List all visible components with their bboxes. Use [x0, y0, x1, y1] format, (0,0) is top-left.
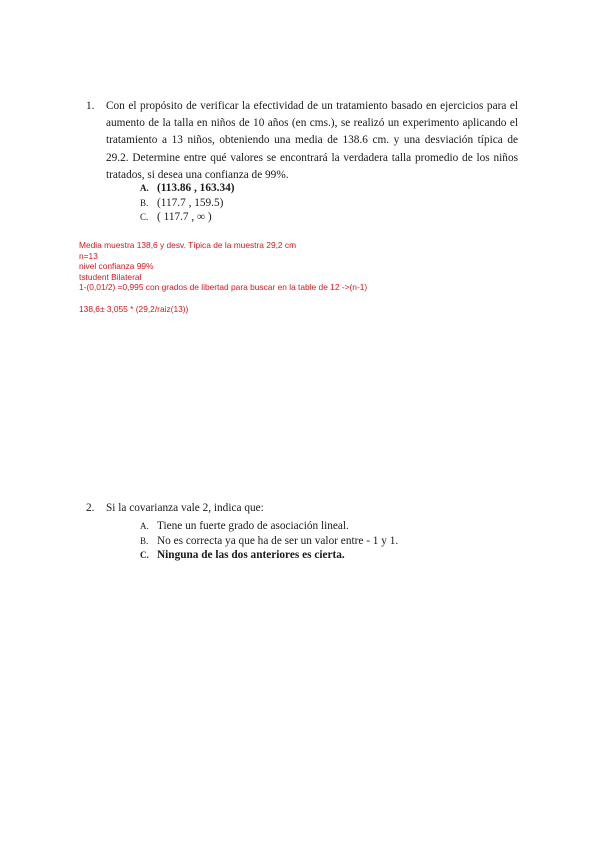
- handwritten-notes: [79, 240, 367, 315]
- question-1-option-b: [140, 196, 235, 211]
- question-2-option-b: [140, 534, 398, 549]
- question-2-option-c: [140, 548, 398, 563]
- note-line: n=13: [79, 250, 98, 261]
- note-line: tstudent Bilateral: [79, 271, 142, 282]
- option-text: No es correcta ya que ha de ser un valor entre - 1 y 1.: [157, 534, 399, 547]
- option-letter: A.: [140, 521, 149, 531]
- question-1-options: [140, 181, 235, 225]
- option-letter: C.: [140, 212, 149, 222]
- question-2-number: 2.: [86, 502, 95, 514]
- option-text: ( 117.7 , ∞ ): [157, 211, 212, 223]
- option-text: (113.86 , 163.34): [157, 182, 235, 194]
- note-line: nivel confianza 99%: [79, 261, 154, 272]
- option-letter: C.: [140, 550, 149, 560]
- option-letter: B.: [140, 197, 149, 208]
- question-1: [86, 98, 518, 184]
- option-text: Tiene un fuerte grado de asociación lineal.: [157, 520, 349, 532]
- question-1-number: 1.: [86, 100, 95, 112]
- option-letter: A.: [140, 183, 149, 193]
- question-2: [86, 502, 264, 514]
- question-1-option-c: [140, 210, 235, 225]
- note-line: 1-(0,01/2) =0,995 con grados de libertad para buscar en la table de 12 ->(n-1): [79, 282, 368, 293]
- note-line: 138,6± 3,055 * (29,2/raiz(13)): [79, 303, 189, 314]
- question-2-options: [140, 519, 398, 563]
- question-2-text: Si la covarianza vale 2, indica que:: [106, 502, 264, 514]
- question-1-text: Con el propósito de verificar la efectividad de un tratamiento basado en ejercicios para el aumento de la talla en niños de 10 años (en cms.), se realizó un experimento aplicando el tratamiento a 13 niños, obteniendo una media de 138.6 cm. y una desviación típica de 29.2. Determine entre qué valores se encontrará la verdadera talla promedio de los niños tratados, si desea una confianza de 99%.: [106, 100, 518, 181]
- question-2-option-a: [140, 519, 398, 534]
- option-letter: B.: [140, 535, 149, 546]
- option-text: (117.7 , 159.5): [157, 196, 224, 209]
- option-text: Ninguna de las dos anteriores es cierta.: [157, 549, 345, 561]
- note-line: Media muestra 138,6 y desv. Típica de la muestra 29,2 cm: [79, 240, 297, 250]
- question-1-option-a: [140, 181, 235, 196]
